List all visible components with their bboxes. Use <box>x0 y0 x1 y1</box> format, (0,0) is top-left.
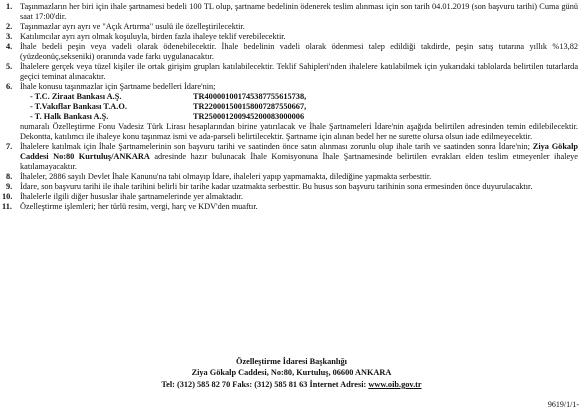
item-number: 10. <box>2 192 13 201</box>
list-item-11 <box>2 202 578 212</box>
reference-code: 9619/1/1- <box>547 400 579 409</box>
footer-organization: Özelleştirme İdaresi Başkanlığı <box>236 357 347 366</box>
item-number: 6. <box>6 82 13 91</box>
footer-address: Ziya Gökalp Caddesi, No:80, Kurtuluş, 06600 ANKARA <box>191 368 392 377</box>
item-number: 3. <box>6 32 13 41</box>
list-item-3 <box>6 32 578 42</box>
bank-iban: TR220001500158007287550667, <box>193 102 307 111</box>
bank-iban: TR400001001745387755615738, <box>193 92 307 101</box>
list-item-7 <box>6 142 578 172</box>
item-number: 5. <box>6 62 13 71</box>
item-text: Taşınmazlar ayrı ayrı ve "Açık Artırma" usulü ile özelleştirilecektir. <box>20 22 245 31</box>
list-item-5 <box>6 62 578 82</box>
website-link[interactable]: www.oib.gov.tr <box>368 380 422 389</box>
item-number: 7. <box>6 142 13 151</box>
bank-name: - T.Vakıflar Bankası T.A.O. <box>30 102 127 111</box>
list-item-6 <box>6 82 578 142</box>
item-text: İhaleler, 2886 sayılı Devlet İhale Kanunu'na tabi olmayıp İdare, ihaleleri yapıp yapmamakta, dilediğine yapmakta serbesttir. <box>20 172 432 181</box>
list-item-9 <box>6 182 578 192</box>
item-number: 9. <box>6 182 13 191</box>
item-text: İhale bedeli peşin veya vadeli olarak ödenebilecektir. İhale bedelinin vadeli olarak ödenmesi talep edildiği takdirde, peşin satış tutarına yıllık %13,82 (yüzdeonüç,sekseniki) oranında vade farkı uygulanacaktır. <box>20 42 578 61</box>
list-item-4 <box>6 42 578 62</box>
list-item-1 <box>6 2 578 22</box>
item-text: Katılımcılar ayrı ayrı olmak koşuluyla, birden fazla ihaleye teklif verebilecektir. <box>20 32 286 41</box>
item-6-continuation: numaralı Özelleştirme Fonu Vadesiz Türk Lirası hesaplarından birine yatırılacak ve İhale Şartnameleri İdare'nin aşağıda belirtilen adresinden temin edilebilecektir. Dekontta, katılımcı ile ihaleye konu taşınmaz ismi ve ada-parseli belirtilecektir. Şartname için alınan bedel her ne surette olursa olsun iade edilmeyecektir. <box>20 122 578 141</box>
item-number: 4. <box>6 42 13 51</box>
item-text: İhalelere gerçek veya tüzel kişiler ile ortak girişim grupları katılabilecektir. Teklif Sahipleri'nden ihalelere katılabilmek için yukarıdaki tablolarda belirtilen tutarlarda geçici teminat alınacaktır. <box>20 62 578 81</box>
footer-contact <box>0 380 583 390</box>
item-text: İhale konusu taşınmazlar için Şartname bedelleri İdare'nin; <box>20 82 216 91</box>
footer-phone-fax: Tel: (312) 585 82 70 Faks: (312) 585 81 63 İnternet Adresi: <box>161 380 369 389</box>
bank-name: - T.C. Ziraat Bankası A.Ş. <box>30 92 122 101</box>
list-item-8 <box>6 172 578 182</box>
item-text: İhalelerle ilgili diğer hususlar ihale şartnamelerinde yer almaktadır. <box>20 192 244 201</box>
item-text: Taşınmazların her biri için ihale şartnamesi bedeli 100 TL olup, şartname bedelinin ödenerek teslim alınması için son tarih 04.01.2019 (son başvuru tarihi) Cuma günü saat 17:00'dir. <box>20 2 578 21</box>
list-item-2 <box>6 22 578 32</box>
item-number: 1. <box>6 2 13 11</box>
item-number: 8. <box>6 172 13 181</box>
announcement-body <box>2 2 579 212</box>
item-text: İhalelere katılmak için İhale Şartnamelerinin son başvuru tarihi ve saatinden önce satın alınması zorunlu olup ihale tarih ve saatinden sonra İdare'nin; <box>20 142 533 151</box>
bank-name: - T. Halk Bankası A.Ş. <box>30 112 109 121</box>
item-number: 11. <box>2 202 12 211</box>
bank-row-halk <box>30 112 578 122</box>
bank-row-ziraat <box>30 92 578 102</box>
item-text: İdare, son başvuru tarihi ile ihale tarihini belirli bir tarihe kadar uzatmakta serbesttir. Bu husus son başvuru tarihinin sona ermesinden önce duyurulacaktır. <box>20 182 533 191</box>
bank-iban: TR250001200945200083000006 <box>193 112 305 121</box>
item-text: Özelleştirme işlemleri; her türlü resim, vergi, harç ve KDV'den muaftır. <box>20 202 258 211</box>
item-number: 2. <box>6 22 13 31</box>
commission-address: Ziya Gökalp Caddesi No:80 Kurtuluş/ANKARA <box>20 142 579 161</box>
list-item-10 <box>2 192 578 202</box>
item-text-cont: adresinde hazır bulunacak İhale Komisyonuna İhale Şartnamesinde belirtilen evrakları elden teslim etmeyenler ihaleye katılamayacaktır. <box>20 152 578 171</box>
bank-account-list <box>30 92 578 122</box>
bank-row-vakiflar <box>30 102 578 112</box>
